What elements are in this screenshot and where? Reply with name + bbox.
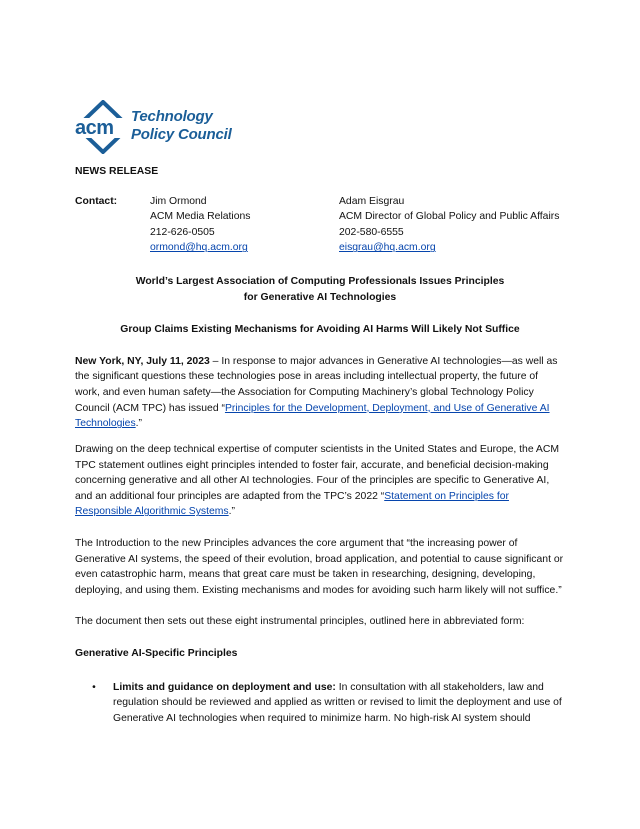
contact-2-phone: 202-580-6555 <box>339 226 404 238</box>
headline <box>75 274 565 305</box>
paragraph-1 <box>75 354 565 432</box>
paragraph-1-end: .” <box>135 418 143 430</box>
headline-line-2: for Generative AI Technologies <box>243 291 397 303</box>
dateline: New York, NY, July 11, 2023 <box>75 355 210 367</box>
release-body <box>75 164 565 726</box>
contact-1-name: Jim Ormond <box>150 195 207 207</box>
logo-line2: Policy Council <box>131 125 232 143</box>
paragraph-2 <box>75 442 565 520</box>
bullet-title: Limits and guidance on deployment and use: <box>113 681 336 693</box>
list-item <box>75 680 565 727</box>
contact-person-2 <box>339 194 579 256</box>
headline-line-1: World’s Largest Association of Computing Professionals Issues Principles <box>135 276 505 288</box>
news-release-label: NEWS RELEASE <box>75 166 159 177</box>
statement-link[interactable]: Statement on Principles for Responsible Algorithmic Systems <box>75 490 509 518</box>
contact-2-email-link[interactable]: eisgrau@hq.acm.org <box>339 242 436 254</box>
contact-1-phone: 212-626-0505 <box>150 226 215 238</box>
contact-person-1 <box>150 194 339 256</box>
paragraph-2-text: Drawing on the deep technical expertise of computer scientists in the United States and Europe, the ACM TPC statement outlines eight principles intended to foster fair, accurate, and beneficial decision-making concerning generative and all other AI technologies. Four of the principles are specific to Generative AI, and an additional four principles are adapted from the TPC’s 2022 “ <box>75 443 560 502</box>
contact-label: Contact: <box>75 195 118 207</box>
paragraph-1-text: – In response to major advances in Generative AI technologies—as well as the significant questions these technologies pose in areas including intellectual property, the future of work, and even human safety—the Association for Computing Machinery’s global Technology Policy Council (ACM TPC) has issued “ <box>75 355 558 414</box>
acm-tpc-logo <box>75 100 235 154</box>
paragraph-4: The document then sets out these eight instrumental principles, outlined here in abbreviated form: <box>75 616 525 628</box>
bullet-body: In consultation with all stakeholders, law and regulation should be reviewed and applied as written or revised to limit the deployment and use of Generative AI technologies when required to minimize harm. No high-risk AI system should <box>113 681 562 724</box>
subheadline: Group Claims Existing Mechanisms for Avoiding AI Harms Will Likely Not Suffice <box>120 324 520 336</box>
bullet-text <box>113 680 565 727</box>
contact-block <box>75 194 565 256</box>
paragraph-2-end: .” <box>228 506 235 518</box>
contact-1-org: ACM Media Relations <box>150 211 251 223</box>
logo-line1: Technology <box>131 108 213 125</box>
contact-2-org: ACM Director of Global Policy and Public Affairs <box>339 211 560 223</box>
contact-1-email-link[interactable]: ormond@hq.acm.org <box>150 242 248 254</box>
section-heading: Generative AI-Specific Principles <box>75 648 238 660</box>
paragraph-3: The Introduction to the new Principles advances the core argument that “the increasing power of Generative AI systems, the speed of their evolution, broad application, and potential to cause significant or even catastrophic harm, means that great care must be taken in researching, designing, developing, deploying, and using them. Existing mechanisms and modes for avoiding such harm likely will not suffice.” <box>75 537 564 596</box>
principles-link[interactable]: Principles for the Development, Deployment, and Use of Generative AI Technologies <box>75 402 550 430</box>
bullet-icon: • <box>92 681 96 693</box>
contact-2-name: Adam Eisgrau <box>339 195 405 207</box>
logo-acm-text: acm <box>75 117 114 139</box>
logo-council-text <box>131 108 232 143</box>
